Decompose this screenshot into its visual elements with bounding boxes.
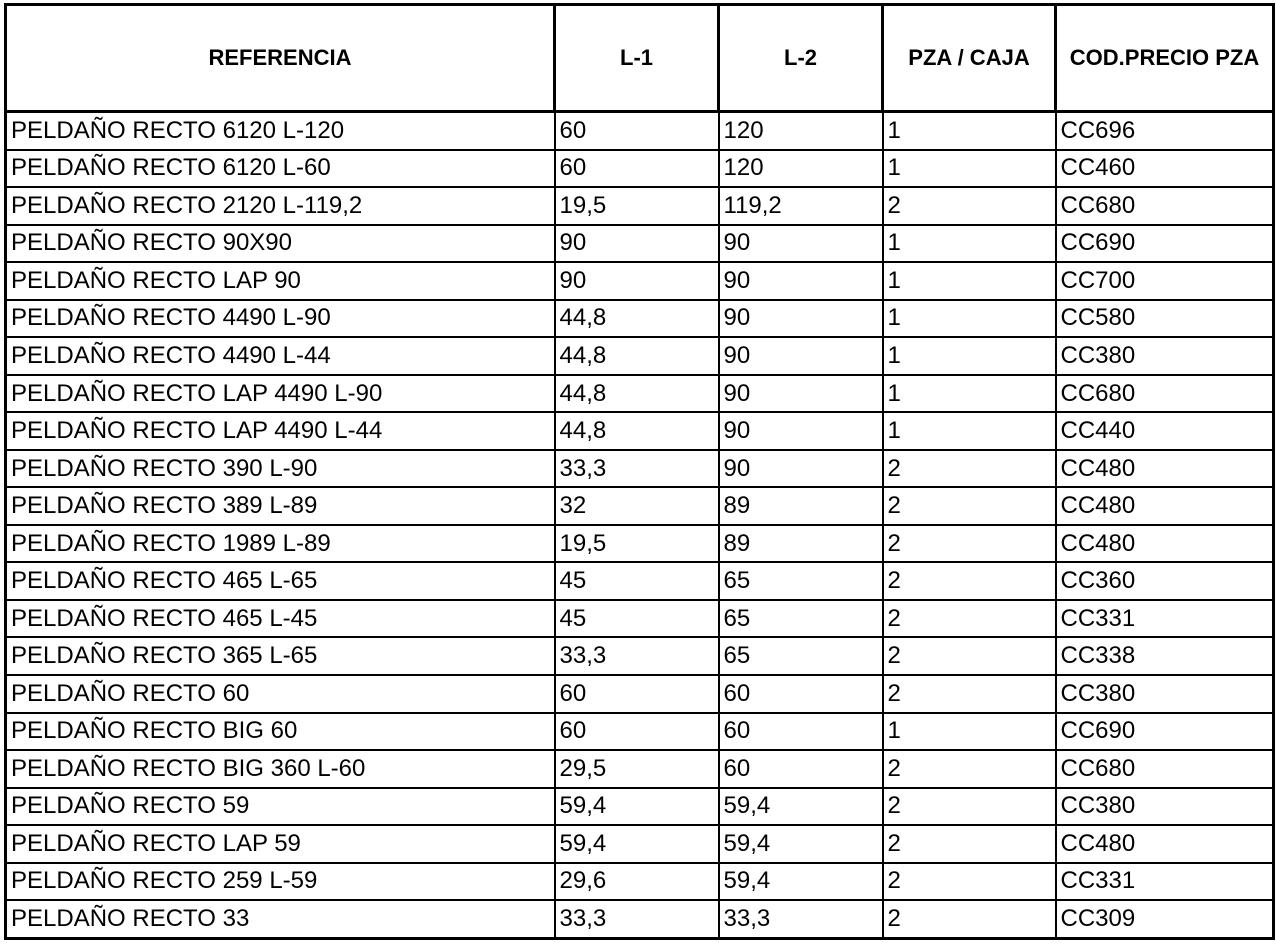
- cell-l1: 90: [555, 262, 719, 300]
- table-row: [6, 150, 1274, 188]
- cell-l2: 120: [719, 150, 883, 188]
- cell-referencia: PELDAÑO RECTO 390 L-90: [6, 450, 555, 488]
- cell-referencia: PELDAÑO RECTO 465 L-45: [6, 600, 555, 638]
- cell-pza-caja: 2: [883, 825, 1056, 863]
- cell-l2: 59,4: [719, 825, 883, 863]
- cell-l1: 60: [555, 675, 719, 713]
- cell-cod-precio: CC380: [1056, 788, 1274, 826]
- cell-pza-caja: 2: [883, 600, 1056, 638]
- cell-cod-precio: CC700: [1056, 262, 1274, 300]
- cell-pza-caja: 1: [883, 225, 1056, 263]
- table-row: [6, 863, 1274, 901]
- cell-pza-caja: 1: [883, 412, 1056, 450]
- header-referencia: REFERENCIA: [6, 5, 555, 112]
- cell-l1: 44,8: [555, 300, 719, 338]
- table-row: [6, 562, 1274, 600]
- table-row: [6, 825, 1274, 863]
- table-row: [6, 262, 1274, 300]
- table-body: [6, 112, 1274, 939]
- cell-l1: 45: [555, 562, 719, 600]
- cell-pza-caja: 2: [883, 187, 1056, 225]
- cell-l2: 89: [719, 487, 883, 525]
- cell-referencia: PELDAÑO RECTO 465 L-65: [6, 562, 555, 600]
- cell-l2: 90: [719, 300, 883, 338]
- cell-referencia: PELDAÑO RECTO BIG 60: [6, 713, 555, 751]
- cell-referencia: PELDAÑO RECTO 6120 L-60: [6, 150, 555, 188]
- cell-cod-precio: CC696: [1056, 112, 1274, 150]
- cell-cod-precio: CC331: [1056, 863, 1274, 901]
- cell-cod-precio: CC480: [1056, 487, 1274, 525]
- table-row: [6, 450, 1274, 488]
- cell-referencia: PELDAÑO RECTO 4490 L-44: [6, 337, 555, 375]
- cell-l2: 60: [719, 750, 883, 788]
- cell-pza-caja: 1: [883, 337, 1056, 375]
- cell-pza-caja: 2: [883, 750, 1056, 788]
- cell-pza-caja: 1: [883, 713, 1056, 751]
- cell-pza-caja: 2: [883, 637, 1056, 675]
- cell-l1: 33,3: [555, 450, 719, 488]
- cell-referencia: PELDAÑO RECTO 259 L-59: [6, 863, 555, 901]
- cell-referencia: PELDAÑO RECTO 4490 L-90: [6, 300, 555, 338]
- cell-l1: 29,5: [555, 750, 719, 788]
- cell-cod-precio: CC680: [1056, 375, 1274, 413]
- table-row: [6, 112, 1274, 150]
- cell-l1: 19,5: [555, 525, 719, 563]
- cell-l1: 59,4: [555, 788, 719, 826]
- cell-referencia: PELDAÑO RECTO LAP 4490 L-44: [6, 412, 555, 450]
- cell-cod-precio: CC380: [1056, 675, 1274, 713]
- cell-pza-caja: 2: [883, 675, 1056, 713]
- cell-l1: 44,8: [555, 375, 719, 413]
- cell-referencia: PELDAÑO RECTO 59: [6, 788, 555, 826]
- table-row: [6, 600, 1274, 638]
- cell-l2: 60: [719, 713, 883, 751]
- header-row: [6, 5, 1274, 112]
- table-header: [6, 5, 1274, 112]
- cell-referencia: PELDAÑO RECTO 2120 L-119,2: [6, 187, 555, 225]
- cell-l1: 60: [555, 713, 719, 751]
- cell-cod-precio: CC580: [1056, 300, 1274, 338]
- cell-referencia: PELDAÑO RECTO 365 L-65: [6, 637, 555, 675]
- cell-l2: 90: [719, 225, 883, 263]
- table-row: [6, 637, 1274, 675]
- cell-l2: 90: [719, 375, 883, 413]
- cell-l1: 44,8: [555, 412, 719, 450]
- cell-l2: 33,3: [719, 900, 883, 938]
- table-row: [6, 788, 1274, 826]
- cell-l1: 60: [555, 150, 719, 188]
- cell-l2: 120: [719, 112, 883, 150]
- table-row: [6, 750, 1274, 788]
- cell-cod-precio: CC338: [1056, 637, 1274, 675]
- table-row: [6, 187, 1274, 225]
- table-row: [6, 225, 1274, 263]
- cell-cod-precio: CC309: [1056, 900, 1274, 938]
- cell-l2: 65: [719, 600, 883, 638]
- cell-referencia: PELDAÑO RECTO 33: [6, 900, 555, 938]
- cell-l2: 89: [719, 525, 883, 563]
- header-cod-precio: COD.PRECIO PZA: [1056, 5, 1274, 112]
- header-l1: L-1: [555, 5, 719, 112]
- cell-pza-caja: 2: [883, 788, 1056, 826]
- cell-cod-precio: CC440: [1056, 412, 1274, 450]
- cell-cod-precio: CC331: [1056, 600, 1274, 638]
- cell-referencia: PELDAÑO RECTO 389 L-89: [6, 487, 555, 525]
- cell-l1: 90: [555, 225, 719, 263]
- cell-l2: 65: [719, 637, 883, 675]
- cell-l1: 60: [555, 112, 719, 150]
- cell-referencia: PELDAÑO RECTO LAP 59: [6, 825, 555, 863]
- cell-pza-caja: 1: [883, 375, 1056, 413]
- header-l2: L-2: [719, 5, 883, 112]
- cell-pza-caja: 2: [883, 450, 1056, 488]
- cell-l2: 119,2: [719, 187, 883, 225]
- cell-l2: 60: [719, 675, 883, 713]
- cell-pza-caja: 1: [883, 150, 1056, 188]
- cell-referencia: PELDAÑO RECTO LAP 4490 L-90: [6, 375, 555, 413]
- table-row: [6, 713, 1274, 751]
- table-row: [6, 300, 1274, 338]
- cell-l1: 33,3: [555, 900, 719, 938]
- table-row: [6, 900, 1274, 938]
- cell-l2: 59,4: [719, 863, 883, 901]
- cell-l1: 33,3: [555, 637, 719, 675]
- table-row: [6, 525, 1274, 563]
- cell-cod-precio: CC480: [1056, 450, 1274, 488]
- cell-cod-precio: CC480: [1056, 525, 1274, 563]
- cell-l2: 90: [719, 262, 883, 300]
- cell-referencia: PELDAÑO RECTO 6120 L-120: [6, 112, 555, 150]
- cell-pza-caja: 2: [883, 487, 1056, 525]
- cell-cod-precio: CC460: [1056, 150, 1274, 188]
- cell-referencia: PELDAÑO RECTO BIG 360 L-60: [6, 750, 555, 788]
- cell-referencia: PELDAÑO RECTO 90X90: [6, 225, 555, 263]
- cell-l1: 59,4: [555, 825, 719, 863]
- cell-cod-precio: CC690: [1056, 713, 1274, 751]
- cell-referencia: PELDAÑO RECTO 60: [6, 675, 555, 713]
- cell-cod-precio: CC480: [1056, 825, 1274, 863]
- cell-l1: 29,6: [555, 863, 719, 901]
- cell-l2: 90: [719, 337, 883, 375]
- cell-referencia: PELDAÑO RECTO LAP 90: [6, 262, 555, 300]
- header-pza-caja: PZA / CAJA: [883, 5, 1056, 112]
- cell-cod-precio: CC690: [1056, 225, 1274, 263]
- cell-l1: 19,5: [555, 187, 719, 225]
- table-row: [6, 675, 1274, 713]
- cell-cod-precio: CC360: [1056, 562, 1274, 600]
- cell-cod-precio: CC680: [1056, 750, 1274, 788]
- cell-l2: 90: [719, 450, 883, 488]
- cell-cod-precio: CC380: [1056, 337, 1274, 375]
- cell-l1: 45: [555, 600, 719, 638]
- cell-pza-caja: 1: [883, 262, 1056, 300]
- cell-pza-caja: 2: [883, 525, 1056, 563]
- table-row: [6, 487, 1274, 525]
- table-row: [6, 412, 1274, 450]
- cell-pza-caja: 2: [883, 562, 1056, 600]
- table-row: [6, 337, 1274, 375]
- cell-l2: 65: [719, 562, 883, 600]
- table-row: [6, 375, 1274, 413]
- cell-l2: 59,4: [719, 788, 883, 826]
- cell-pza-caja: 2: [883, 863, 1056, 901]
- cell-pza-caja: 2: [883, 900, 1056, 938]
- cell-l2: 90: [719, 412, 883, 450]
- cell-pza-caja: 1: [883, 300, 1056, 338]
- product-table: [4, 3, 1275, 940]
- cell-pza-caja: 1: [883, 112, 1056, 150]
- cell-referencia: PELDAÑO RECTO 1989 L-89: [6, 525, 555, 563]
- cell-cod-precio: CC680: [1056, 187, 1274, 225]
- cell-l1: 44,8: [555, 337, 719, 375]
- cell-l1: 32: [555, 487, 719, 525]
